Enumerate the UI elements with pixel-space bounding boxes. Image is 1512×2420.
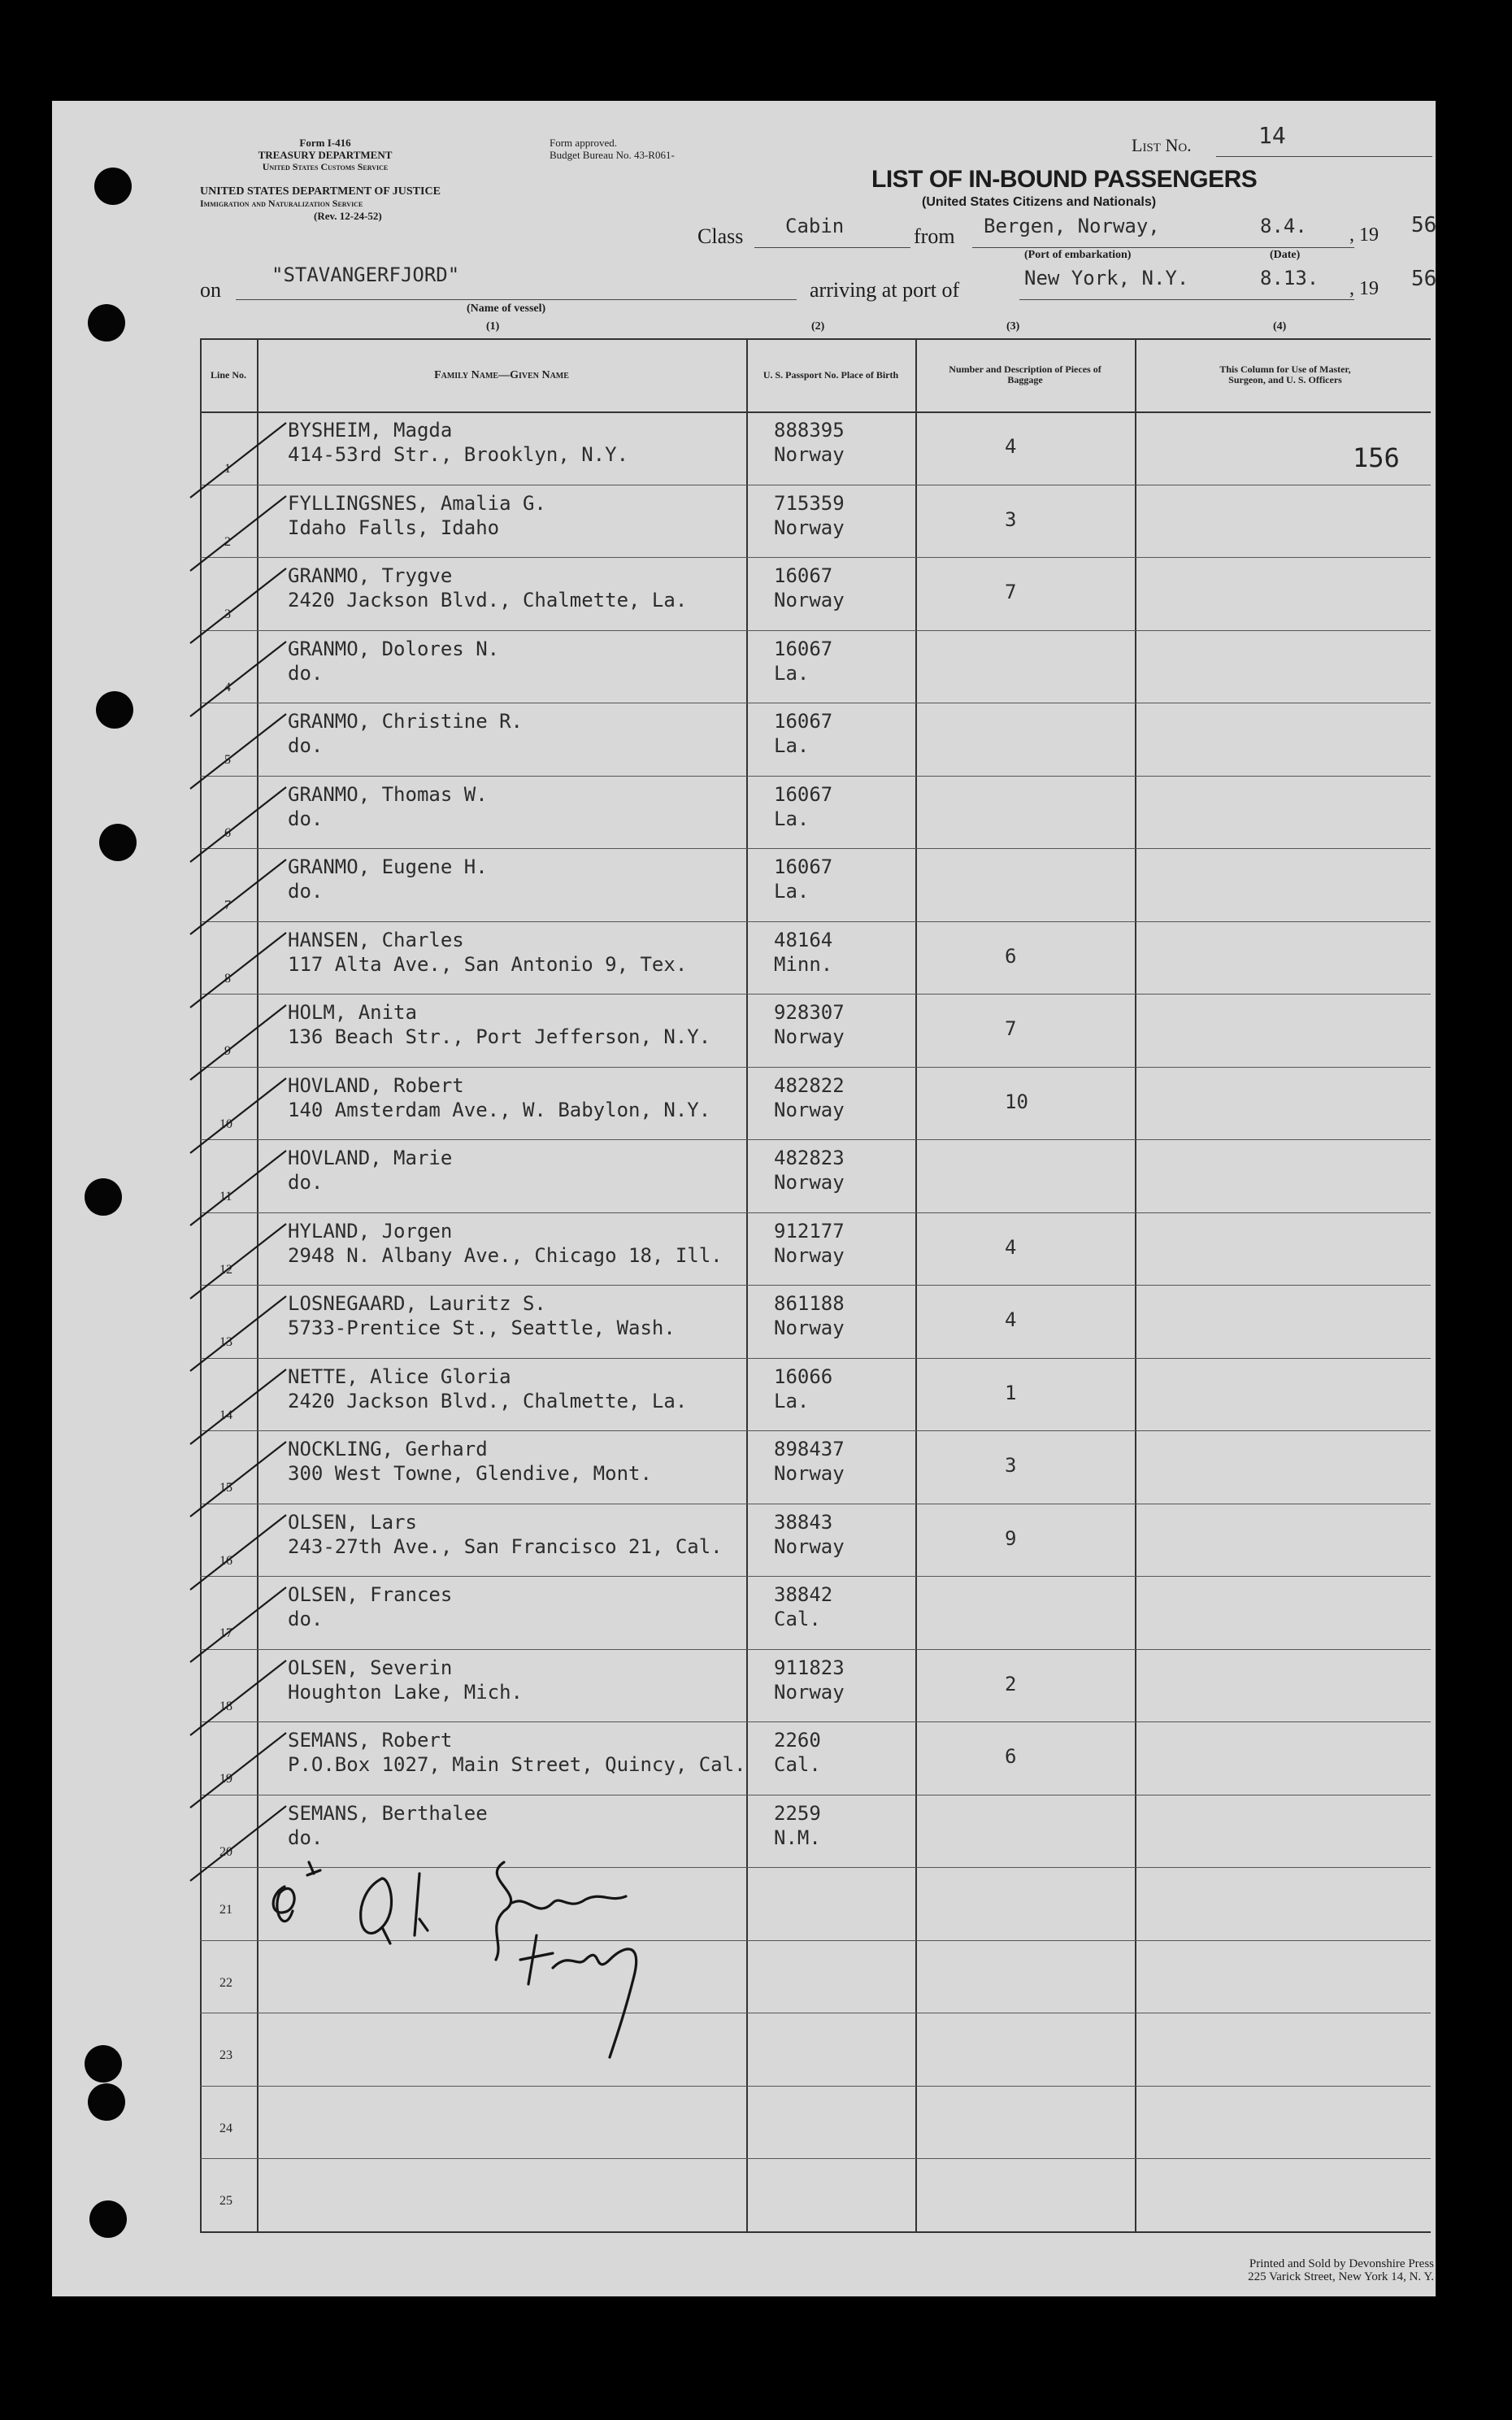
table-row xyxy=(200,703,1431,776)
binder-hole xyxy=(99,824,137,861)
line-number: 6 xyxy=(224,825,231,840)
line-number: 7 xyxy=(224,899,231,912)
passport-number: 16067 xyxy=(774,855,833,878)
passenger-address: do. xyxy=(288,1826,324,1849)
passport-number: 888395 xyxy=(774,419,845,442)
passenger-address: P.O.Box 1027, Main Street, Quincy, Cal. xyxy=(288,1753,746,1776)
place-of-birth: Norway xyxy=(774,1243,845,1267)
binder-hole xyxy=(89,2200,127,2238)
line-number: 21 xyxy=(219,1903,232,1917)
col-baggage: Number and Description of Pieces of Baggage xyxy=(949,363,1101,385)
baggage-count: 6 xyxy=(1005,944,1017,968)
line-number: 13 xyxy=(219,1335,232,1349)
baggage-count: 2 xyxy=(1005,1672,1017,1695)
line-number: 11 xyxy=(219,1190,232,1203)
baggage-count: 6 xyxy=(1005,1745,1017,1768)
passenger-name: OLSEN, Frances xyxy=(288,1583,453,1606)
col-passport: U. S. Passport No. Place of Birth xyxy=(763,368,899,381)
arriving-label: arriving at port of xyxy=(810,278,960,302)
line-number: 16 xyxy=(219,1553,232,1568)
binder-hole xyxy=(96,691,133,729)
col3-number: (3) xyxy=(1006,320,1020,333)
table-row xyxy=(200,1430,1431,1504)
col4-number: (4) xyxy=(1273,320,1287,333)
passport-number: 16067 xyxy=(774,710,833,733)
line-number: 20 xyxy=(219,1844,232,1859)
passenger-name: OLSEN, Severin xyxy=(288,1656,453,1679)
passenger-name: FYLLINGSNES, Amalia G. xyxy=(288,491,546,515)
baggage-count: 3 xyxy=(1005,1454,1017,1477)
passenger-name: OLSEN, Lars xyxy=(288,1510,417,1534)
place-of-birth: Norway xyxy=(774,1098,845,1121)
passport-number: 16067 xyxy=(774,564,833,587)
passport-number: 898437 xyxy=(774,1438,845,1460)
passenger-name: HOVLAND, Robert xyxy=(288,1073,464,1097)
passenger-name: GRANMO, Eugene H. xyxy=(288,855,488,878)
table-row xyxy=(200,1067,1431,1140)
line-number: 1 xyxy=(224,462,231,476)
col-name: Family Name—Given Name xyxy=(434,368,569,381)
passenger-name: HOLM, Anita xyxy=(288,1001,417,1024)
place-of-birth: Norway xyxy=(774,1462,845,1485)
table-row xyxy=(200,2158,1431,2231)
passport-number: 482822 xyxy=(774,1073,845,1097)
baggage-count: 4 xyxy=(1005,1308,1017,1331)
year-prefix: , 19 xyxy=(1349,224,1379,246)
line-number: 22 xyxy=(219,1975,232,1990)
passport-number: 482823 xyxy=(774,1147,845,1169)
class-label: Class xyxy=(697,224,744,248)
line-number: 5 xyxy=(224,753,231,767)
passport-number: 912177 xyxy=(774,1219,845,1243)
arrival-date: 8.13. xyxy=(1260,267,1319,289)
arrival-year: 56 xyxy=(1411,267,1437,291)
table-row xyxy=(200,1139,1431,1212)
ins-name: Immigration and Naturalization Service xyxy=(200,198,363,209)
baggage-count: 9 xyxy=(1005,1526,1017,1550)
baggage-count: 7 xyxy=(1005,581,1017,603)
passenger-name: GRANMO, Dolores N. xyxy=(288,637,500,660)
form-subtitle: (United States Citizens and Nationals) xyxy=(922,195,1157,209)
passenger-address: 140 Amsterdam Ave., W. Babylon, N.Y. xyxy=(288,1098,711,1121)
line-number: 4 xyxy=(224,680,231,694)
passenger-address: do. xyxy=(288,880,324,903)
passenger-name: HYLAND, Jorgen xyxy=(288,1219,453,1243)
line-number: 12 xyxy=(219,1262,232,1277)
binder-hole xyxy=(85,1178,122,1216)
place-of-birth: Norway xyxy=(774,516,845,539)
passport-number: 16067 xyxy=(774,782,833,806)
date-caption: (Date) xyxy=(1270,249,1301,261)
passport-number: 48164 xyxy=(774,928,833,951)
passenger-address: do. xyxy=(288,661,324,685)
place-of-birth: La. xyxy=(774,880,810,903)
table-row xyxy=(200,994,1431,1067)
arrival-port: New York, N.Y. xyxy=(1024,267,1189,289)
line-number: 8 xyxy=(224,971,231,986)
table-row xyxy=(200,1358,1431,1431)
place-of-birth: Norway xyxy=(774,1025,845,1048)
passenger-name: GRANMO, Christine R. xyxy=(288,710,523,733)
place-of-birth: N.M. xyxy=(774,1826,821,1849)
table-row xyxy=(200,1649,1431,1722)
passport-number: 2259 xyxy=(774,1801,821,1825)
table-row xyxy=(200,485,1431,558)
passenger-address: Houghton Lake, Mich. xyxy=(288,1680,523,1704)
place-of-birth: Cal. xyxy=(774,1753,821,1776)
place-of-birth: La. xyxy=(774,734,810,757)
passenger-address: 2948 N. Albany Ave., Chicago 18, Ill. xyxy=(288,1243,723,1267)
revision: (Rev. 12-24-52) xyxy=(314,210,382,222)
justice-dept: UNITED STATES DEPARTMENT OF JUSTICE xyxy=(200,185,441,198)
col1-number: (1) xyxy=(486,320,500,333)
table-row xyxy=(200,1721,1431,1795)
table-row xyxy=(200,921,1431,995)
place-of-birth: Norway xyxy=(774,443,845,466)
passport-number: 861188 xyxy=(774,1292,845,1315)
line-number: 9 xyxy=(224,1044,231,1058)
passenger-name: NOCKLING, Gerhard xyxy=(288,1438,488,1460)
line-number: 15 xyxy=(219,1481,232,1495)
line-number: 19 xyxy=(219,1772,232,1786)
place-of-birth: Cal. xyxy=(774,1608,821,1630)
handwritten-signature xyxy=(260,1846,748,2090)
form-number: Form I-416 xyxy=(299,137,351,149)
list-no-label: List No. xyxy=(1132,135,1192,155)
passenger-address: 117 Alta Ave., San Antonio 9, Tex. xyxy=(288,952,688,976)
baggage-count: 4 xyxy=(1005,435,1017,458)
line-number: 23 xyxy=(219,2048,232,2062)
passenger-address: 2420 Jackson Blvd., Chalmette, La. xyxy=(288,589,688,612)
passenger-name: BYSHEIM, Magda xyxy=(288,419,453,442)
binder-hole xyxy=(94,168,132,205)
passenger-name: SEMANS, Berthalee xyxy=(288,1801,488,1825)
line-number: 24 xyxy=(219,2121,232,2135)
passenger-name: SEMANS, Robert xyxy=(288,1729,453,1752)
printer-address: 225 Varick Street, New York 14, N. Y. xyxy=(1248,2270,1434,2283)
passport-number: 911823 xyxy=(774,1656,845,1679)
passenger-address: do. xyxy=(288,1171,324,1194)
port-embark-caption: (Port of embarkation) xyxy=(1024,249,1132,261)
budget-bureau: Budget Bureau No. 43-R061- xyxy=(550,149,675,161)
passenger-address: 300 West Towne, Glendive, Mont. xyxy=(288,1462,652,1485)
place-of-birth: La. xyxy=(774,661,810,685)
table-row xyxy=(200,1285,1431,1358)
line-number: 10 xyxy=(219,1116,232,1131)
line-number: 18 xyxy=(219,1699,232,1713)
col2-number: (2) xyxy=(811,320,825,333)
binder-hole xyxy=(88,2083,125,2121)
table-row xyxy=(200,411,1431,485)
line-number: 25 xyxy=(219,2194,232,2208)
place-of-birth: Norway xyxy=(774,1317,845,1339)
table-row xyxy=(200,1504,1431,1577)
passenger-address: 414-53rd Str., Brooklyn, N.Y. xyxy=(288,443,629,466)
from-port: Bergen, Norway, xyxy=(984,215,1160,237)
passenger-address: 5733-Prentice St., Seattle, Wash. xyxy=(288,1317,676,1339)
passenger-name: GRANMO, Trygve xyxy=(288,564,453,587)
passenger-name: HOVLAND, Marie xyxy=(288,1147,453,1169)
depart-date: 8.4. xyxy=(1260,215,1307,237)
passenger-name: LOSNEGAARD, Lauritz S. xyxy=(288,1292,546,1315)
officer-note: 156 xyxy=(1353,442,1400,473)
place-of-birth: Norway xyxy=(774,1680,845,1704)
table-row xyxy=(200,1212,1431,1286)
passenger-name: HANSEN, Charles xyxy=(288,928,464,951)
passport-number: 16066 xyxy=(774,1365,833,1388)
table-row xyxy=(200,776,1431,849)
col-line-no: Line No. xyxy=(210,368,246,381)
binder-hole xyxy=(85,2045,122,2083)
from-label: from xyxy=(914,224,955,248)
customs-service: United States Customs Service xyxy=(262,161,389,172)
place-of-birth: Norway xyxy=(774,1171,845,1194)
baggage-count: 7 xyxy=(1005,1017,1017,1040)
vessel-caption: (Name of vessel) xyxy=(467,302,546,315)
baggage-count: 1 xyxy=(1005,1381,1017,1404)
table-row xyxy=(200,1576,1431,1649)
place-of-birth: La. xyxy=(774,1389,810,1412)
baggage-count: 4 xyxy=(1005,1235,1017,1259)
place-of-birth: Norway xyxy=(774,1534,845,1558)
passport-number: 38842 xyxy=(774,1583,833,1606)
table-row xyxy=(200,630,1431,703)
vessel-name: "STAVANGERFJORD" xyxy=(272,263,460,286)
on-label: on xyxy=(200,278,221,302)
passenger-address: 136 Beach Str., Port Jefferson, N.Y. xyxy=(288,1025,711,1048)
passenger-address: 2420 Jackson Blvd., Chalmette, La. xyxy=(288,1389,688,1412)
line-number: 14 xyxy=(219,1408,232,1422)
treasury-dept: TREASURY DEPARTMENT xyxy=(258,149,393,161)
line-number: 3 xyxy=(224,607,231,621)
table-row xyxy=(200,557,1431,630)
baggage-count: 3 xyxy=(1005,507,1017,531)
form-approved: Form approved. xyxy=(550,137,618,149)
passenger-name: NETTE, Alice Gloria xyxy=(288,1365,511,1388)
passport-number: 928307 xyxy=(774,1001,845,1024)
passenger-address: do. xyxy=(288,1608,324,1630)
line-number: 17 xyxy=(219,1626,232,1640)
year-prefix-2: , 19 xyxy=(1349,278,1379,299)
line-number: 2 xyxy=(224,534,231,549)
binder-hole xyxy=(88,304,125,342)
place-of-birth: Minn. xyxy=(774,952,833,976)
passenger-address: Idaho Falls, Idaho xyxy=(288,516,500,539)
table-row xyxy=(200,848,1431,921)
baggage-count: 10 xyxy=(1005,1090,1028,1113)
place-of-birth: La. xyxy=(774,807,810,830)
printer-name: Printed and Sold by Devonshire Press xyxy=(1249,2257,1434,2270)
passenger-address: 243-27th Ave., San Francisco 21, Cal. xyxy=(288,1534,723,1558)
table-row xyxy=(200,2086,1431,2159)
col-officers: This Column for Use of Master, Surgeon, and U. S. Officers xyxy=(1219,363,1351,385)
class-value: Cabin xyxy=(785,215,845,237)
list-no-value: 14 xyxy=(1258,122,1286,149)
passport-number: 715359 xyxy=(774,491,845,515)
passport-number: 16067 xyxy=(774,637,833,660)
passenger-name: GRANMO, Thomas W. xyxy=(288,782,488,806)
passport-number: 2260 xyxy=(774,1729,821,1752)
passenger-address: do. xyxy=(288,807,324,830)
passenger-address: do. xyxy=(288,734,324,757)
form-title: LIST OF IN-BOUND PASSENGERS xyxy=(871,166,1258,193)
depart-year: 56 xyxy=(1411,213,1437,237)
place-of-birth: Norway xyxy=(774,589,845,612)
passport-number: 38843 xyxy=(774,1510,833,1534)
